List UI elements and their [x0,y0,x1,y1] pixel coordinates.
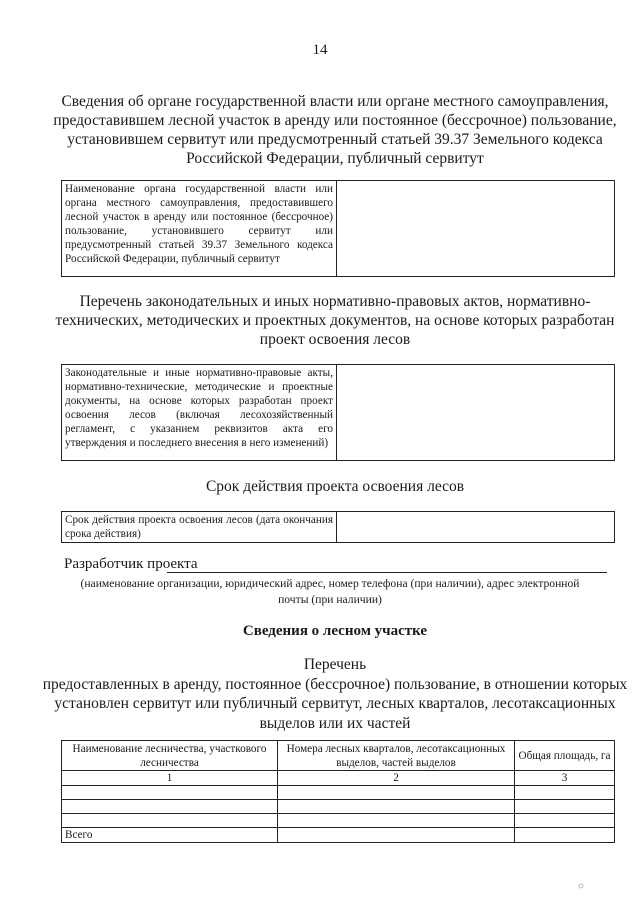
organ-value-cell[interactable] [337,181,615,277]
table-cell[interactable] [278,814,515,828]
plots-header-row [62,741,615,771]
col-header-area: Общая площадь, га [515,741,615,771]
developer-input-line[interactable] [167,572,607,573]
validity-section-heading: Срок действия проекта освоения лесов [205,478,465,495]
col-number-2: 2 [278,771,515,786]
validity-label: Срок действия проекта освоения лесов (дата окончания срока действия) [65,514,333,541]
acts-label-cell [62,365,337,461]
total-cell[interactable] [278,828,515,843]
table-row [62,786,615,800]
acts-table [61,364,615,461]
validity-label-cell [62,512,337,543]
plot-list-heading [40,655,630,733]
table-cell[interactable] [278,786,515,800]
total-area-cell[interactable] [515,828,615,843]
table-cell[interactable] [62,786,278,800]
organ-label-cell [62,181,337,277]
corner-mark [575,880,587,892]
organ-table [61,180,615,277]
plot-list-text: предоставленных в аренду, постоянное (бессрочное) пользование, в отношении которых установлен сервитут или публичный сервитут, лесных кварталов, лесотаксационных выделов или их частей [42,675,628,732]
table-cell[interactable] [62,814,278,828]
table-cell[interactable] [278,800,515,814]
validity-table [61,511,615,543]
table-row [62,800,615,814]
table-cell[interactable] [62,800,278,814]
organ-section-heading: Сведения об органе государственной власти или органе местного самоуправления, предоставившем лесной участок в аренду или постоянное (бессрочное) пользование, установившем сервитут или предусмотренный статьей 39.37 Земельного кодекса Российской Федерации, публичный сервитут [53,93,617,167]
col-header-forestry: Наименование лесничества, участкового лесничества [62,741,278,771]
page-number: 14 [312,42,328,58]
plots-table [61,740,615,843]
plots-numbering-row [62,771,615,786]
table-cell[interactable] [515,814,615,828]
table-cell[interactable] [515,786,615,800]
plot-section-heading: Сведения о лесном участке [242,623,428,639]
acts-label: Законодательные и иные нормативно-правовые акты, нормативно-технические, методические и проектные документы, на основе которых разработан проект освоения лесов (включая лесохозяйственный регламент, с указанием реквизитов акта его утверждения и последнего внесения в него изменений) [65,367,333,450]
acts-section-heading: Перечень законодательных и иных нормативно-правовых актов, нормативно-технических, методических и проектных документов, на основе которых разработан проект освоения лесов [55,293,615,348]
total-row [62,828,615,843]
organ-label: Наименование органа государственной власти или органа местного самоуправления, предоставившего лесной участок в аренду или постоянное (бессрочное) пользование, установившего сервитут или предусмотренный статьей 39.37 Земельного кодекса Российской Федерации, публичный сервитут [65,183,333,266]
col-header-quarters: Номера лесных кварталов, лесотаксационных выделов, частей выделов [278,741,515,771]
col-number-3: 3 [515,771,615,786]
total-label: Всего [62,828,278,843]
table-row [62,814,615,828]
validity-value-cell[interactable] [337,512,615,543]
table-cell[interactable] [515,800,615,814]
plot-list-title: Перечень [303,656,367,673]
developer-label: Разработчик проекта [64,556,198,572]
developer-note: (наименование организации, юридический адрес, номер телефона (при наличии), адрес электронной почты (при наличии) [80,577,580,606]
acts-value-cell[interactable] [337,365,615,461]
col-number-1: 1 [62,771,278,786]
